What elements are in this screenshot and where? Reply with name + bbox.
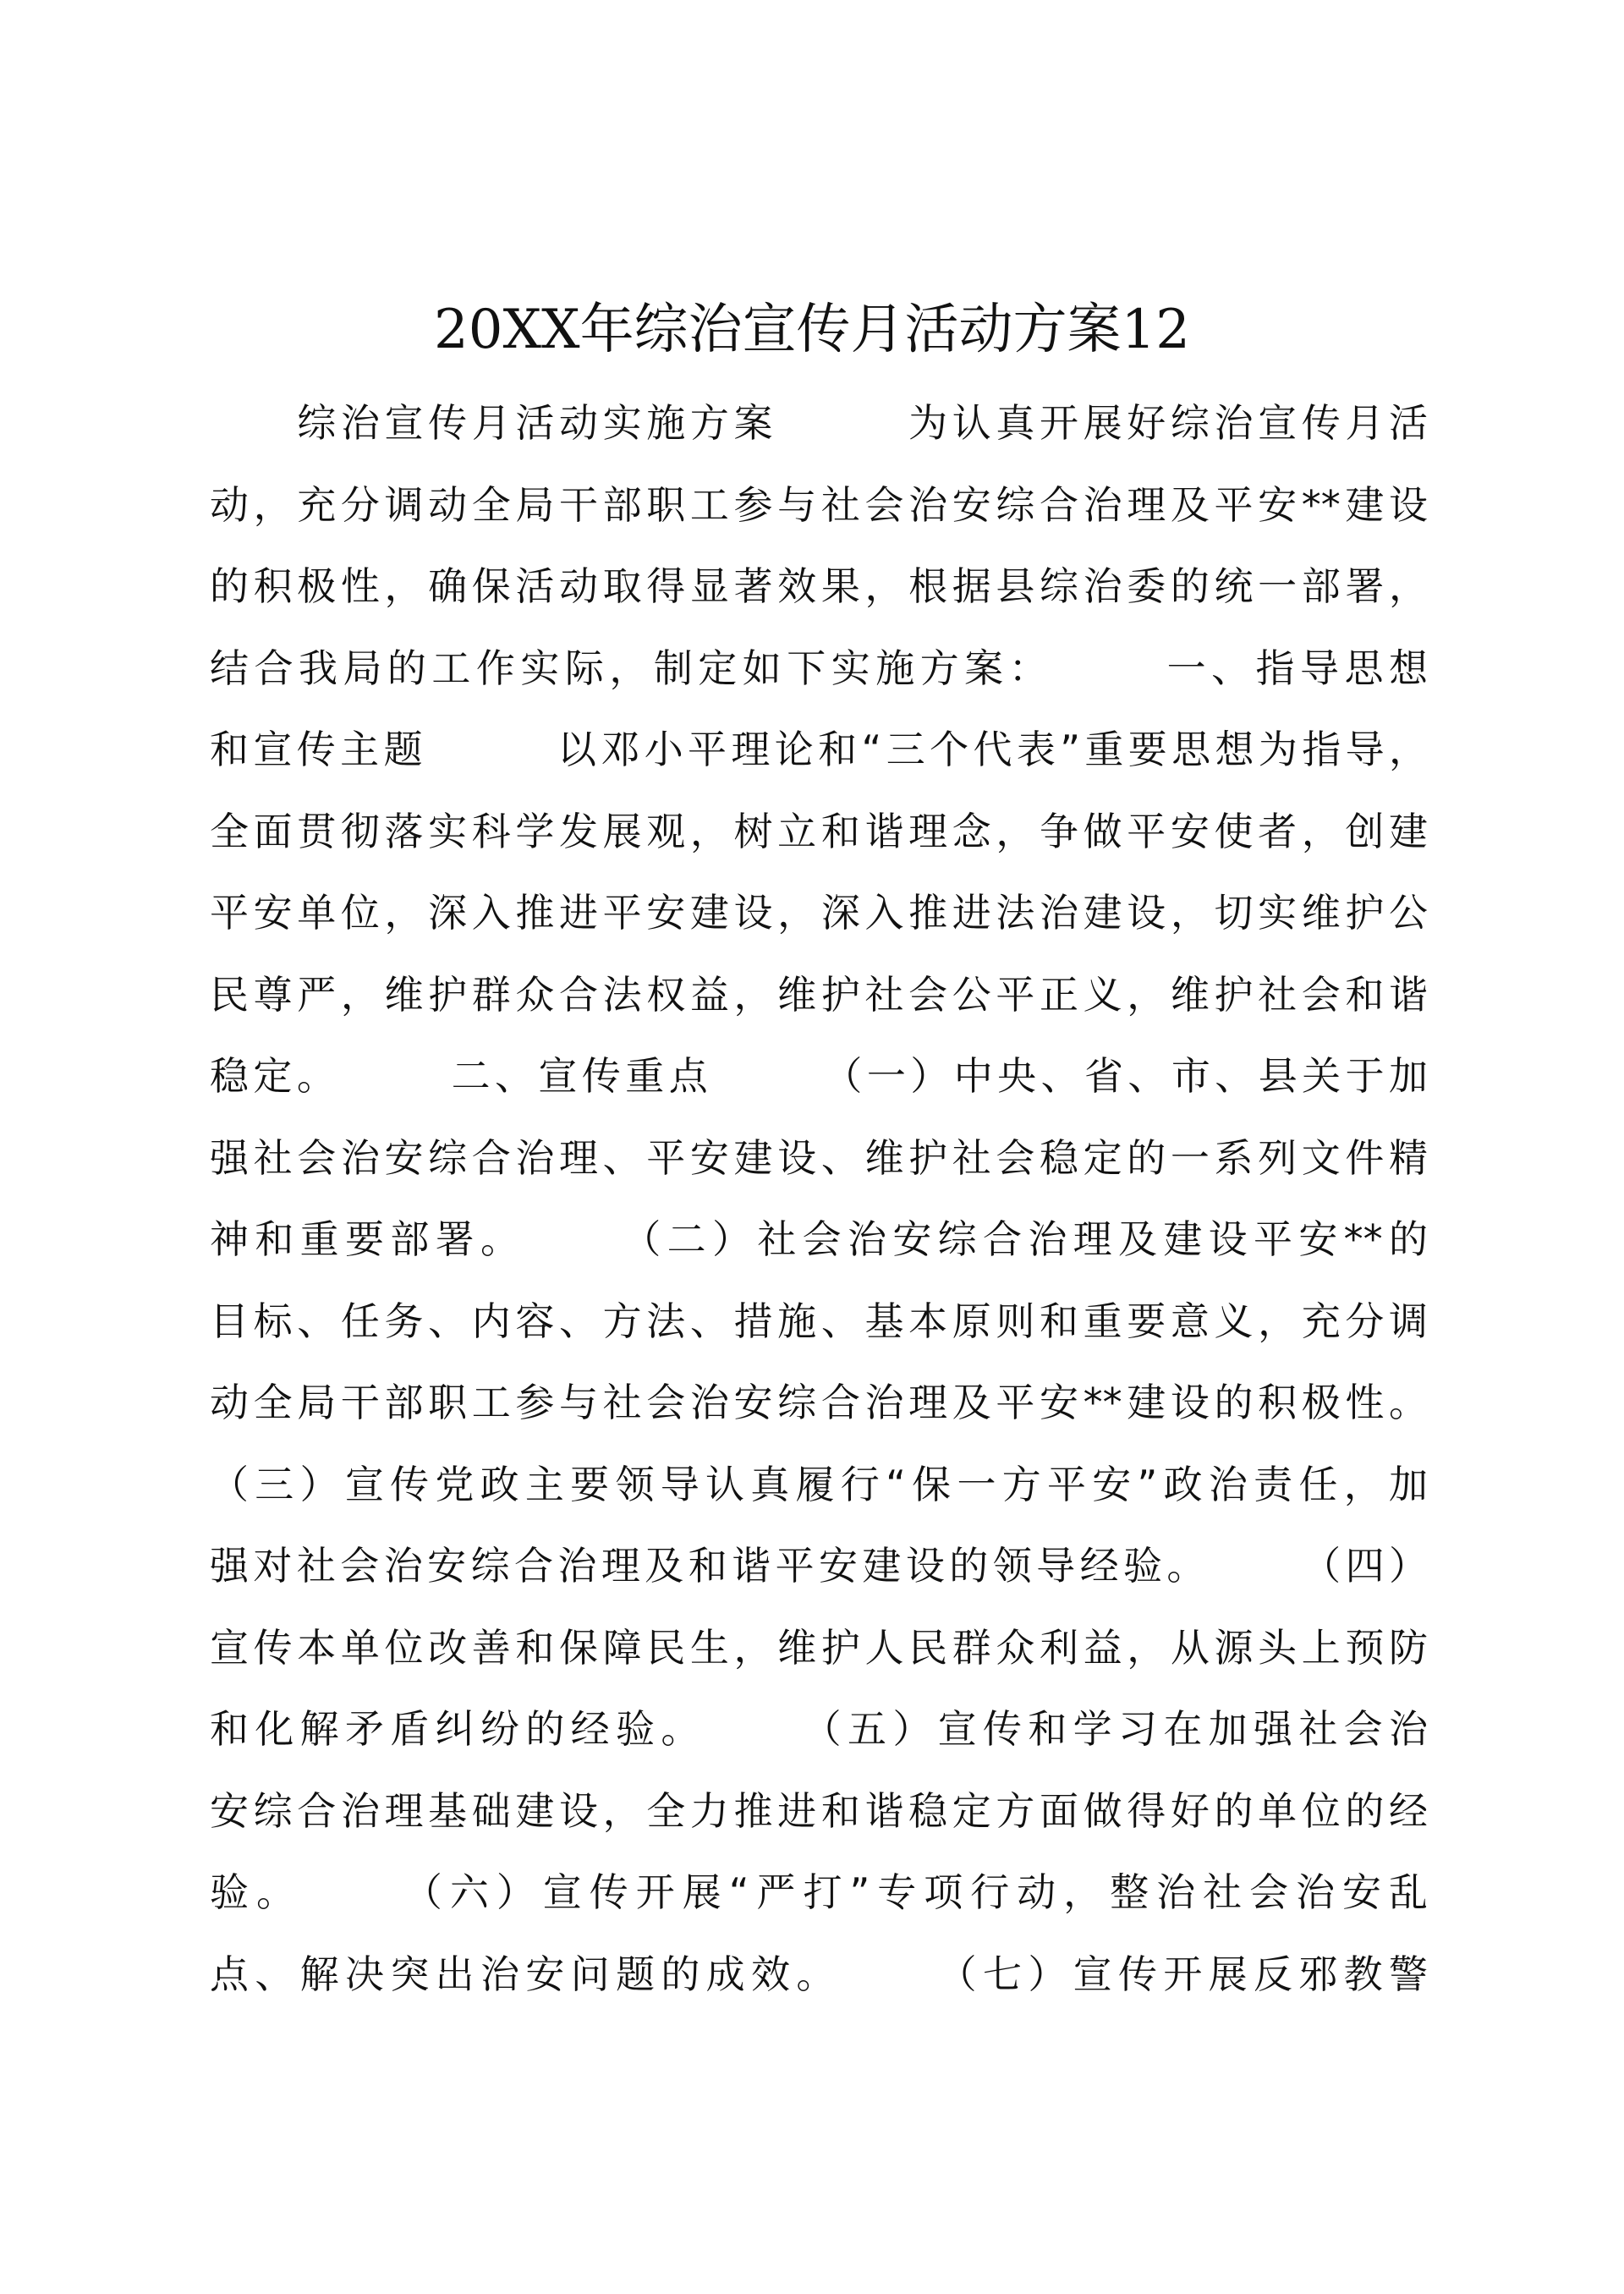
body-line: 点、解决突出治安问题的成效。 （七）宣传开展反邪教警 [210, 1951, 1428, 1997]
body-line: 和宣传主题 以邓小平理论和“三个代表”重要思想为指导， [210, 727, 1428, 772]
body-line: 民尊严，维护群众合法权益，维护社会公平正义，维护社会和谐 [210, 971, 1428, 1018]
body-line: 的积极性，确保活动取得显著效果，根据县综治委的统一部署， [210, 563, 1428, 609]
body-line: 综治宣传月活动实施方案 为认真开展好综治宣传月活 [210, 400, 1428, 446]
body-line: 神和重要部署。 （二）社会治安综合治理及建设平安**的 [210, 1216, 1428, 1262]
body-line: 强社会治安综合治理、平安建设、维护社会稳定的一系列文件精 [210, 1134, 1428, 1181]
body-line: 安综合治理基础建设，全力推进和谐稳定方面做得好的单位的经 [210, 1787, 1428, 1834]
document-title: 20XX年综治宣传月活动方案12 [434, 299, 1190, 361]
body-line: 强对社会治安综合治理及和谐平安建设的领导经验。 （四） [210, 1543, 1428, 1589]
body-line: 稳定。 二、宣传重点 （一）中央、省、市、县关于加 [210, 1053, 1428, 1099]
body-line: （三）宣传党政主要领导认真履行“保一方平安”政治责任，加 [210, 1461, 1428, 1507]
body-line: 宣传本单位改善和保障民生，维护人民群众利益，从源头上预防 [210, 1624, 1428, 1671]
body-line: 目标、任务、内容、方法、措施、基本原则和重要意义，充分调 [210, 1298, 1428, 1344]
body-line: 结合我局的工作实际，制定如下实施方案： 一、指导思想 [210, 645, 1428, 691]
body-line: 动全局干部职工参与社会治安综合治理及平安**建设的积极性。 [210, 1380, 1428, 1425]
body-line: 全面贯彻落实科学发展观，树立和谐理念，争做平安使者，创建 [210, 808, 1428, 854]
body-line: 验。 （六）宣传开展“严打”专项行动，整治社会治安乱 [210, 1869, 1428, 1915]
body-line: 动，充分调动全局干部职工参与社会治安综合治理及平安**建设 [210, 481, 1428, 528]
body-line: 平安单位，深入推进平安建设，深入推进法治建设，切实维护公 [210, 890, 1428, 936]
body-line: 和化解矛盾纠纷的经验。 （五）宣传和学习在加强社会治 [210, 1706, 1428, 1752]
document-body [210, 382, 1428, 2015]
